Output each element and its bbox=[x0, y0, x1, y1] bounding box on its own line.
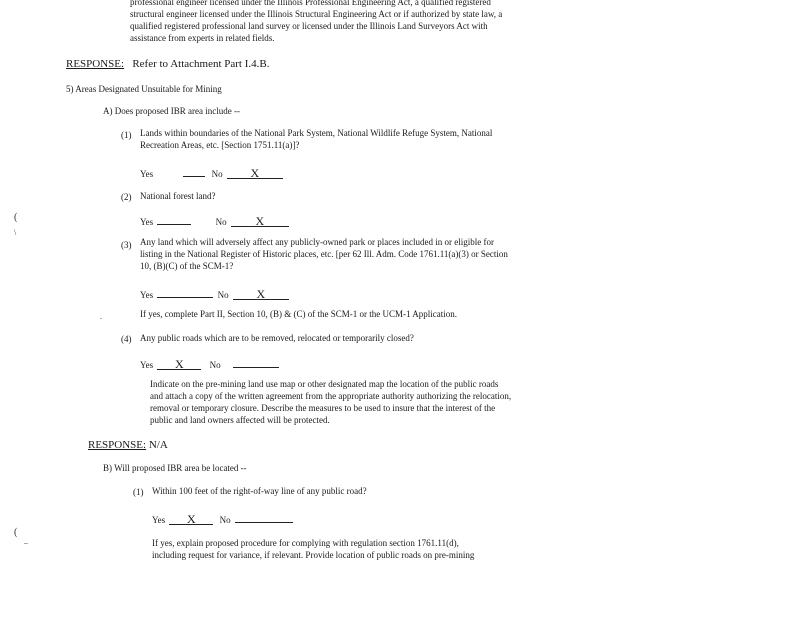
scan-mark: ( bbox=[14, 527, 18, 538]
yes-answer-blank bbox=[157, 214, 191, 225]
yes-answer-blank: X bbox=[157, 359, 201, 370]
yes-no-row bbox=[140, 214, 289, 228]
yes-no-row bbox=[152, 512, 293, 526]
yes-label: Yes bbox=[140, 217, 154, 227]
scan-mark: \ bbox=[14, 228, 17, 237]
no-answer-blank: X bbox=[231, 216, 289, 227]
item-note-line: If yes, explain proposed procedure for complying with regulation section 1761.11(d), bbox=[152, 538, 459, 548]
no-answer-blank bbox=[235, 512, 293, 523]
item-number: (4) bbox=[121, 334, 132, 344]
item-note-line: removal or temporary closure. Describe the measures to be used to insure that the interest of the bbox=[150, 403, 496, 413]
response-label: RESPONSE: bbox=[66, 58, 125, 70]
item-text-line: 10, (B)(C) of the SCM-1? bbox=[140, 261, 234, 271]
yes-no-row bbox=[140, 287, 289, 301]
top-paragraph-line: structural engineer licensed under the Illinois Structural Engineering Act or if authorized by state law, a bbox=[130, 9, 503, 19]
item-text-line: listing in the National Register of Historic places, etc. [per 62 Ill. Adm. Code 1761.11(a)(3) or Section bbox=[140, 249, 508, 259]
response-text: Refer to Attachment Part I.4.B. bbox=[132, 58, 270, 70]
scan-mark: . bbox=[100, 312, 102, 321]
response-2 bbox=[88, 439, 168, 452]
item-note-line: public and land owners affected will be protected. bbox=[150, 415, 330, 425]
response-1 bbox=[66, 58, 270, 71]
item-text-line: National forest land? bbox=[140, 191, 216, 201]
yes-answer-blank bbox=[183, 166, 205, 177]
item-text-line: Within 100 feet of the right-of-way line of any public road? bbox=[152, 486, 367, 496]
no-answer-blank: X bbox=[233, 289, 289, 300]
yes-label: Yes bbox=[152, 515, 166, 525]
top-paragraph-line: professional engineer licensed under the Illinois Professional Engineering Act, a qualified registered bbox=[130, 0, 491, 7]
no-answer-blank: X bbox=[227, 168, 283, 179]
item-number: (1) bbox=[121, 130, 132, 140]
yes-label: Yes bbox=[140, 290, 154, 300]
yes-label: Yes bbox=[140, 360, 154, 370]
item-note-line: including request for variance, if relevant. Provide location of public roads on pre-mining bbox=[152, 550, 475, 560]
question-a: A) Does proposed IBR area include -- bbox=[103, 106, 240, 116]
item-text-line: Lands within boundaries of the National Park System, National Wildlife Refuge System, National bbox=[140, 128, 493, 138]
no-label: No bbox=[211, 169, 223, 179]
no-answer-blank bbox=[233, 357, 279, 368]
item-note: If yes, complete Part II, Section 10, (B) & (C) of the SCM-1 or the UCM-1 Application. bbox=[140, 309, 457, 319]
yes-answer-blank bbox=[157, 287, 213, 298]
top-paragraph-line: qualified registered professional land survey or licensed under the Illinois Land Surveyors Act with bbox=[130, 21, 488, 31]
item-text-line: Any land which will adversely affect any publicly-owned park or places included in or eligible for bbox=[140, 237, 494, 247]
scan-mark: ( bbox=[14, 212, 18, 223]
item-note-line: and attach a copy of the written agreement from the appropriate authority authorizing the relocation, bbox=[150, 391, 512, 401]
top-paragraph-line: assistance from experts in related fields. bbox=[130, 33, 275, 43]
no-label: No bbox=[219, 515, 231, 525]
item-text-line: Recreation Areas, etc. [Section 1751.11(a)]? bbox=[140, 140, 300, 150]
question-b: B) Will proposed IBR area be located -- bbox=[103, 463, 247, 473]
scan-mark: _ bbox=[24, 536, 28, 545]
no-label: No bbox=[209, 360, 221, 370]
response-text: N/A bbox=[148, 439, 168, 451]
section-title: 5) Areas Designated Unsuitable for Mining bbox=[66, 84, 222, 94]
yes-answer-blank: X bbox=[169, 514, 213, 525]
yes-no-row bbox=[140, 166, 283, 180]
yes-label: Yes bbox=[140, 169, 154, 179]
item-note-line: Indicate on the pre-mining land use map or other designated map the location of the public roads bbox=[150, 379, 499, 389]
yes-no-row bbox=[140, 357, 279, 371]
item-number: (3) bbox=[121, 240, 132, 250]
no-label: No bbox=[217, 290, 229, 300]
no-label: No bbox=[215, 217, 227, 227]
item-text-line: Any public roads which are to be removed, relocated or temporarily closed? bbox=[140, 333, 414, 343]
response-label: RESPONSE: bbox=[88, 439, 147, 451]
item-number: (1) bbox=[133, 487, 144, 497]
item-number: (2) bbox=[121, 192, 132, 202]
